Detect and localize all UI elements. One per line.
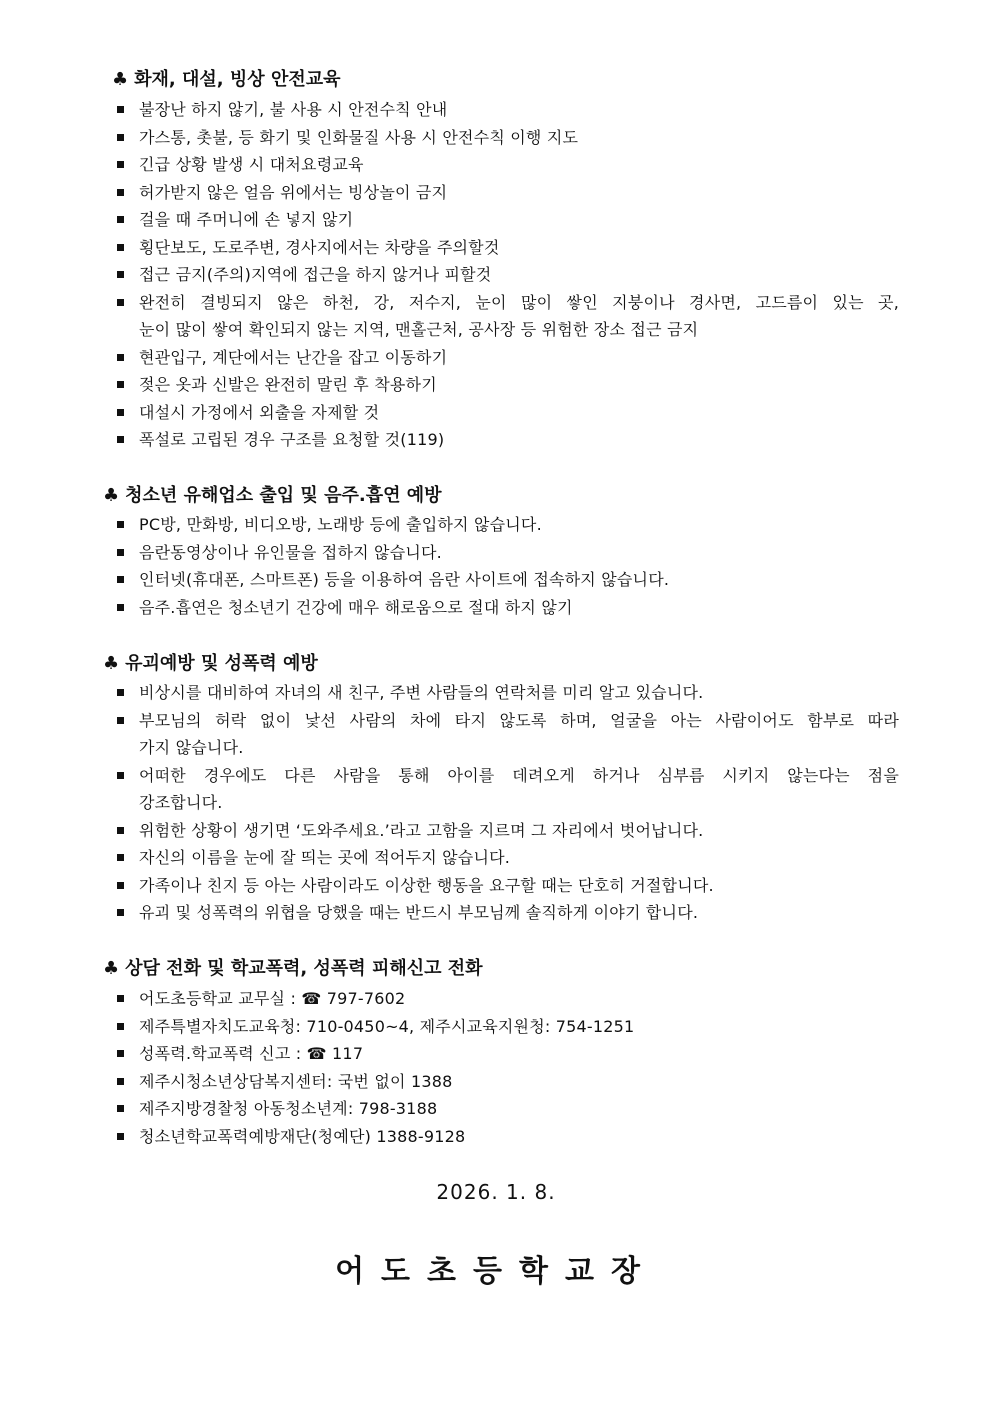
list-item: 부모님의 허락 없이 낯선 사람의 차에 타지 않도록 하며, 얼굴을 아는 사람이어도 함부로 따라 가지 않습니다. <box>0 707 899 762</box>
list-item: 어도초등학교 교무실 : ☎ 797-7602 <box>0 985 899 1013</box>
list-item: 대설시 가정에서 외출을 자제할 것 <box>0 399 899 427</box>
list-item: 음란동영상이나 유인물을 접하지 않습니다. <box>0 539 899 567</box>
square-bullet-icon <box>117 1105 124 1112</box>
list-item: 걸을 때 주머니에 손 넣지 않기 <box>0 206 899 234</box>
square-bullet-icon <box>117 1023 124 1030</box>
square-bullet-icon <box>117 689 124 696</box>
list-item: 제주특별자치도교육청: 710-0450~4, 제주시교육지원청: 754-1251 <box>0 1013 899 1041</box>
square-bullet-icon <box>117 216 124 223</box>
square-bullet-icon <box>117 549 124 556</box>
list-item: 젖은 옷과 신발은 완전히 말린 후 착용하기 <box>0 371 899 399</box>
square-bullet-icon <box>117 827 124 834</box>
list-item: 접근 금지(주의)지역에 접근을 하지 않거나 피할것 <box>0 261 899 289</box>
square-bullet-icon <box>117 436 124 443</box>
club-icon: ♣ <box>103 653 120 674</box>
list-item: 음주.흡연은 청소년기 건강에 매우 해로움으로 절대 하지 않기 <box>0 594 899 622</box>
square-bullet-icon <box>117 409 124 416</box>
list-item: 비상시를 대비하여 자녀의 새 친구, 주변 사람들의 연락처를 미리 알고 있습니다. <box>0 679 899 707</box>
square-bullet-icon <box>117 1050 124 1057</box>
list-item: 청소년학교폭력예방재단(청예단) 1388-9128 <box>0 1123 899 1151</box>
section-title: ♣ 유괴예방 및 성폭력 예방 <box>103 653 318 674</box>
square-bullet-icon <box>117 604 124 611</box>
square-bullet-icon <box>117 134 124 141</box>
square-bullet-icon <box>117 106 124 113</box>
section-title: ♣ 상담 전화 및 학교폭력, 성폭력 피해신고 전화 <box>103 958 483 979</box>
document-date: 2026. 1. 8. <box>436 1180 556 1204</box>
square-bullet-icon <box>117 995 124 1002</box>
square-bullet-icon <box>117 882 124 889</box>
list-item: 제주시청소년상담복지센터: 국번 없이 1388 <box>0 1068 899 1096</box>
club-icon: ♣ <box>103 485 120 506</box>
section-title: ♣ 화재, 대설, 빙상 안전교육 <box>112 69 341 90</box>
item-list <box>0 511 992 621</box>
club-icon: ♣ <box>112 69 129 90</box>
list-item: 긴급 상황 발생 시 대처요령교육 <box>0 151 899 179</box>
list-item: 완전히 결빙되지 않은 하천, 강, 저수지, 눈이 많이 쌓인 지붕이나 경사면, 고드름이 있는 곳, 눈이 많이 쌓여 확인되지 않는 지역, 맨홀근처, 공사장 등 위험한 장소 접근 금지 <box>0 289 899 344</box>
list-item: 불장난 하지 않기, 불 사용 시 안전수칙 안내 <box>0 96 899 124</box>
list-item: 자신의 이름을 눈에 잘 띄는 곳에 적어두지 않습니다. <box>0 844 899 872</box>
square-bullet-icon <box>117 381 124 388</box>
square-bullet-icon <box>117 299 124 306</box>
item-list <box>0 985 992 1150</box>
square-bullet-icon <box>117 854 124 861</box>
list-item: 횡단보도, 도로주변, 경사지에서는 차량을 주의할것 <box>0 234 899 262</box>
square-bullet-icon <box>117 576 124 583</box>
club-icon: ♣ <box>103 958 120 979</box>
list-item: 성폭력.학교폭력 신고 : ☎ 117 <box>0 1040 899 1068</box>
square-bullet-icon <box>117 1078 124 1085</box>
list-item: 가족이나 친지 등 아는 사람이라도 이상한 행동을 요구할 때는 단호히 거절합니다. <box>0 872 899 900</box>
square-bullet-icon <box>117 244 124 251</box>
list-item: 제주지방경찰청 아동청소년계: 798-3188 <box>0 1095 899 1123</box>
list-item: 인터넷(휴대폰, 스마트폰) 등을 이용하여 음란 사이트에 접속하지 않습니다. <box>0 566 899 594</box>
square-bullet-icon <box>117 1133 124 1140</box>
list-item: 허가받지 않은 얼음 위에서는 빙상놀이 금지 <box>0 179 899 207</box>
list-item: 가스통, 촛불, 등 화기 및 인화물질 사용 시 안전수칙 이행 지도 <box>0 124 899 152</box>
square-bullet-icon <box>117 717 124 724</box>
square-bullet-icon <box>117 271 124 278</box>
item-list <box>0 679 992 927</box>
square-bullet-icon <box>117 189 124 196</box>
list-item: 폭설로 고립된 경우 구조를 요청할 것(119) <box>0 426 899 454</box>
list-item: PC방, 만화방, 비디오방, 노래방 등에 출입하지 않습니다. <box>0 511 899 539</box>
square-bullet-icon <box>117 772 124 779</box>
square-bullet-icon <box>117 909 124 916</box>
square-bullet-icon <box>117 521 124 528</box>
list-item: 위험한 상황이 생기면 ‘도와주세요.’라고 고함을 지르며 그 자리에서 벗어납니다. <box>0 817 899 845</box>
signer-name: 어도초등학교장 <box>335 1254 657 1289</box>
square-bullet-icon <box>117 354 124 361</box>
list-item: 유괴 및 성폭력의 위협을 당했을 때는 반드시 부모님께 솔직하게 이야기 합니다. <box>0 899 899 927</box>
section-title: ♣ 청소년 유해업소 출입 및 음주.흡연 예방 <box>103 485 442 506</box>
list-item: 어떠한 경우에도 다른 사람을 통해 아이를 데려오게 하거나 심부름 시키지 않는다는 점을 강조합니다. <box>0 762 899 817</box>
square-bullet-icon <box>117 161 124 168</box>
item-list <box>0 96 992 454</box>
list-item: 현관입구, 계단에서는 난간을 잡고 이동하기 <box>0 344 899 372</box>
